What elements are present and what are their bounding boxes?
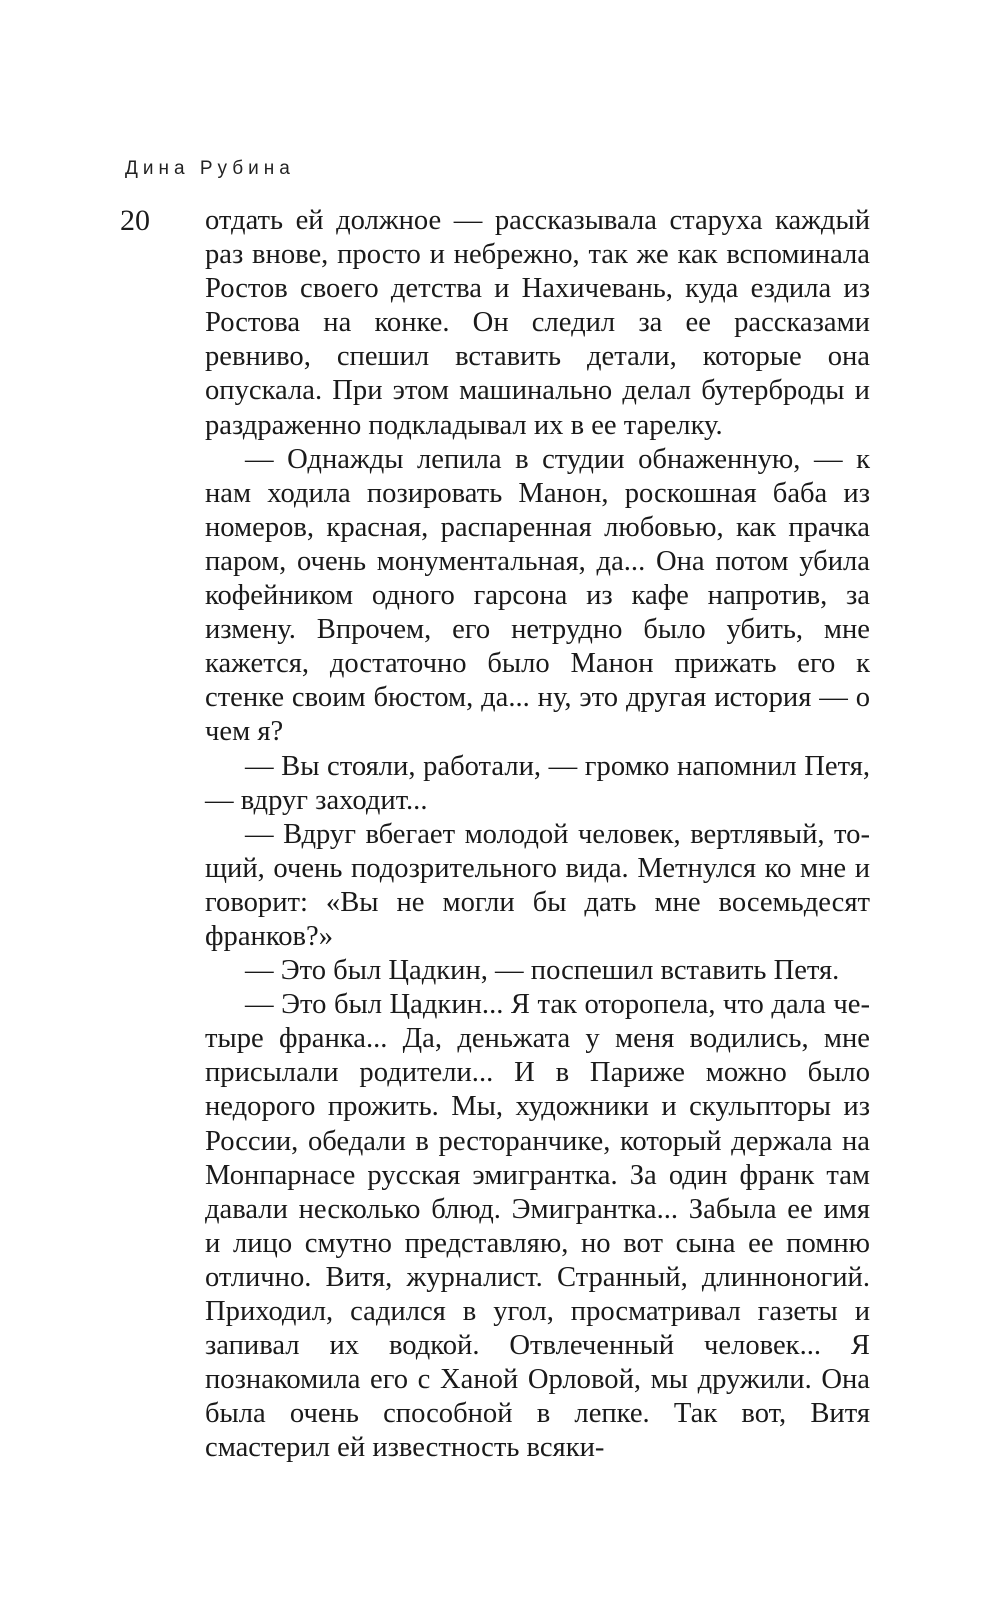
paragraph: — Это был Цадкин... Я так оторопела, что дала четыре франка... Да, деньжата у меня водились, мне присылали родители... И в Париже можно было недорого прожить. Мы, художники и скульпторы из России, обедали в ресторанчике, который держала на Монпарнасе русская эмигрантка. За один франк там давали несколько блюд. Эмигрантка... Забыла ее имя и лицо смутно представляю, но вот сына ее помню отлично. Витя, журналист. Странный, длинноногий. Приходил, садился в угол, просматривал газеты и запивал их водкой. Отвлеченный человек... Я познакомила его с Ханой Орловой, мы дружили. Она была очень способной в лепке. Так вот, Витя смастерил ей известность всяки- [205, 989, 870, 1464]
body-text [205, 204, 870, 1465]
paragraph: — Однажды лепила в студии обнаженную, — к нам ходила позировать Манон, роскошная баба из номеров, красная, распаренная любовью, как прачка паром, очень монументальная, да... Она потом убила кофейником одного гарсона из кафе напротив, за измену. Впрочем, его нетрудно было убить, мне кажется, достаточно было Манон прижать его к стенке своим бюстом, да... ну, это другая история — о чем я? [205, 443, 870, 748]
paragraph: — Это был Цадкин, — поспешил вставить Петя. [245, 955, 840, 987]
paragraph: — Вы стояли, работали, — громко напомнил Петя, — вдруг заходит... [205, 750, 870, 816]
paragraph: отдать ей должное — рассказывала старуха каждый раз внове, просто и небрежно, так же как вспоминала Ростов своего детства и Нахичевань, куда ездила из Ростова на конке. Он следил за ее рассказами ревниво, спешил вставить детали, которые она опускала. При этом машинально делал бутерброды и раздраженно подкладывал их в ее тарелку. [205, 205, 870, 441]
paragraph: — Вдруг вбегает молодой человек, вертлявый, тощий, очень подозрительного вида. Метнулся ко мне и говорит: «Вы не могли бы дать мне восемьдесят франков?» [205, 818, 870, 952]
page-number: 20 [120, 204, 150, 237]
running-head-author: Дина Рубина [125, 158, 295, 179]
